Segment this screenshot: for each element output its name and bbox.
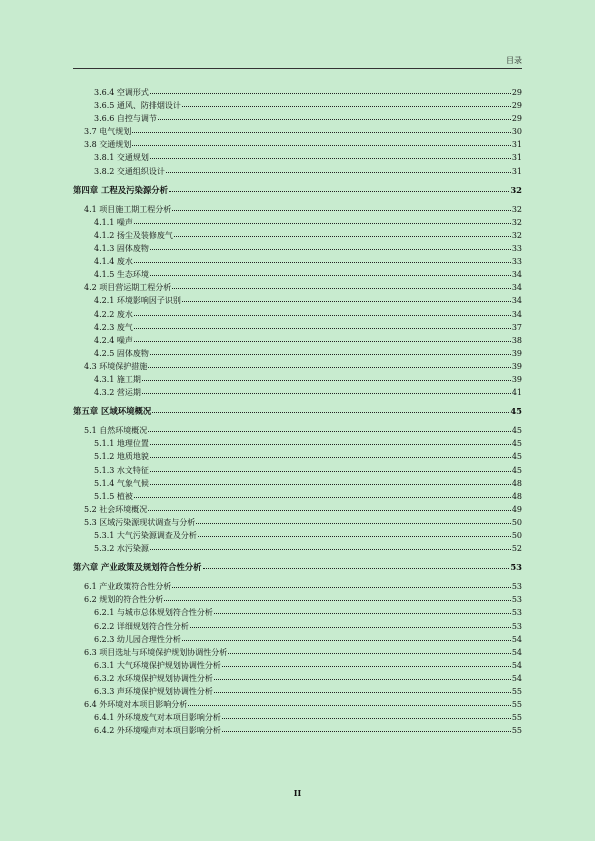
toc-chapter-entry[interactable] (73, 561, 522, 574)
toc-dot-leader (150, 476, 511, 485)
toc-dot-leader (152, 404, 509, 413)
toc-entry-page: 49 (511, 504, 522, 514)
toc-entry-page: 48 (511, 491, 522, 501)
toc-entry-page: 52 (511, 544, 522, 554)
toc-dot-leader (172, 202, 511, 211)
toc-entry-page: 41 (511, 388, 522, 398)
toc-dot-leader (158, 111, 511, 120)
toc-entry-title: 6.1 产业政策符合性分析 (84, 582, 172, 592)
toc-dot-leader (182, 293, 511, 302)
toc-dot-leader (188, 697, 511, 706)
toc-entry-page: 34 (511, 296, 522, 306)
toc-dot-leader (222, 658, 511, 667)
toc-entry-page: 34 (511, 309, 522, 319)
toc-entry-title: 第五章 区域环境概况 (73, 406, 152, 417)
toc-entry-page: 54 (511, 660, 522, 670)
toc-dot-leader (134, 320, 511, 329)
toc-entry-title: 5.1 自然环境概况 (84, 426, 148, 436)
toc-dot-leader (203, 560, 510, 569)
toc-entry-title: 5.2 社会环境概况 (84, 504, 148, 514)
toc-entry-title: 4.1.1 噪声 (94, 217, 133, 227)
toc-dot-leader (214, 605, 511, 614)
toc-dot-leader (132, 124, 511, 133)
page-number: II (293, 788, 302, 798)
toc-dot-leader (148, 502, 511, 511)
toc-entry-title: 4.1.2 扬尘及装修废气 (94, 230, 173, 240)
toc-dot-leader (172, 579, 511, 588)
toc-dot-leader (134, 307, 511, 316)
toc-entry-page: 29 (511, 101, 522, 111)
toc-dot-leader (150, 449, 511, 458)
toc-entry-title: 4.3.1 施工期 (94, 374, 141, 384)
toc-dot-leader (169, 183, 509, 192)
toc-entry-title: 5.1.2 地质地貌 (94, 452, 149, 462)
running-header: 目录 (506, 56, 522, 65)
toc-dot-leader (150, 267, 511, 276)
toc-entry-title: 3.6.6 自控与调节 (94, 114, 157, 124)
toc-dot-leader (134, 215, 511, 224)
toc-entry-title: 6.2.3 幼儿园合理性分析 (94, 634, 181, 644)
toc-dot-leader (222, 723, 511, 732)
toc-dot-leader (190, 619, 511, 628)
toc-entry-page: 55 (511, 713, 522, 723)
toc-entry[interactable] (73, 165, 522, 178)
toc-entry-page: 29 (511, 88, 522, 97)
toc-entry-page: 53 (511, 582, 522, 592)
toc-entry-title: 5.1.3 水文特征 (94, 465, 149, 475)
toc-entry-title: 第六章 产业政策及规划符合性分析 (73, 562, 202, 573)
toc-entry-title: 3.6.5 通风、防排烟设计 (94, 101, 181, 111)
toc-entry-page: 32 (511, 217, 522, 227)
toc-entry-page: 50 (511, 517, 522, 527)
toc-dot-leader (142, 372, 511, 381)
toc-dot-leader (214, 684, 511, 693)
toc-entry-title: 4.3 环境保护措施 (84, 361, 148, 371)
toc-entry-title: 3.7 电气规划 (84, 127, 132, 137)
toc-entry-page: 50 (511, 531, 522, 540)
toc-entry-title: 3.8.1 交通规划 (94, 153, 149, 163)
toc-dot-leader (228, 645, 511, 654)
toc-entry-page: 45 (511, 426, 522, 436)
toc-entry[interactable] (73, 542, 522, 555)
toc-entry-title: 4.2.5 固体废物 (94, 348, 149, 358)
toc-entry-title: 4.1 项目施工期工程分析 (84, 204, 172, 214)
toc-dot-leader (150, 346, 511, 355)
toc-dot-leader (150, 150, 511, 159)
toc-entry-title: 3.8 交通规划 (84, 140, 132, 150)
toc-entry[interactable] (73, 386, 522, 399)
toc-dot-leader (148, 359, 511, 368)
toc-entry-page: 29 (511, 114, 522, 124)
toc-entry-page: 33 (511, 244, 522, 254)
toc-entry-title: 6.4.1 外环境废气对本项目影响分析 (94, 713, 221, 723)
toc-dot-leader (182, 632, 511, 641)
toc-entry-page: 30 (511, 127, 522, 137)
toc-entry-title: 4.3.2 营运期 (94, 388, 141, 398)
toc-dot-leader (148, 423, 511, 432)
toc-entry-page: 39 (511, 348, 522, 358)
table-of-contents (73, 86, 522, 737)
toc-entry-title: 6.3.2 水环境保护规划协调性分析 (94, 673, 213, 683)
toc-entry-page: 48 (511, 478, 522, 488)
toc-entry-title: 5.3 区域污染源现状调查与分析 (84, 517, 196, 527)
toc-entry-title: 4.2 项目营运期工程分析 (84, 283, 172, 293)
toc-entry-title: 5.1.1 地理位置 (94, 439, 149, 449)
toc-entry-title: 6.3.3 声环境保护规划协调性分析 (94, 687, 213, 697)
toc-entry-page: 39 (511, 374, 522, 384)
toc-dot-leader (134, 254, 511, 263)
toc-entry-page: 54 (511, 634, 522, 644)
toc-dot-leader (198, 528, 511, 537)
toc-entry-title: 3.6.4 空调形式 (94, 88, 149, 97)
toc-entry-page: 31 (511, 140, 522, 150)
toc-entry-title: 6.3.1 大气环境保护规划协调性分析 (94, 660, 221, 670)
toc-entry-title: 6.2 规划的符合性分析 (84, 595, 164, 605)
toc-entry-page: 55 (511, 726, 522, 736)
toc-entry-title: 6.4 外环境对本项目影响分析 (84, 700, 188, 710)
toc-entry-title: 5.1.4 气象气候 (94, 478, 149, 488)
toc-entry-title: 5.1.5 植被 (94, 491, 133, 501)
header-divider (73, 68, 522, 69)
toc-dot-leader (150, 241, 511, 250)
toc-entry-page: 38 (511, 335, 522, 345)
toc-entry-page: 53 (511, 621, 522, 631)
toc-entry-title: 4.1.4 废水 (94, 257, 133, 267)
toc-entry-page: 37 (511, 322, 522, 332)
toc-entry-title: 4.2.2 废水 (94, 309, 133, 319)
toc-entry-page: 31 (511, 166, 522, 176)
toc-entry-page: 39 (511, 361, 522, 371)
toc-entry-page: 45 (511, 439, 522, 449)
toc-entry-page: 32 (510, 184, 522, 195)
toc-entry-title: 5.3.2 水污染源 (94, 544, 149, 554)
toc-entry-page: 53 (510, 562, 522, 573)
toc-entry-title: 4.2.1 环境影响因子识别 (94, 296, 181, 306)
toc-entry-page: 55 (511, 700, 522, 710)
toc-entry-title: 4.2.3 废气 (94, 322, 133, 332)
toc-dot-leader (222, 710, 511, 719)
toc-entry-page: 54 (511, 647, 522, 657)
toc-entry-title: 4.1.3 固体废物 (94, 244, 149, 254)
toc-entry-page: 31 (511, 153, 522, 163)
toc-dot-leader (174, 228, 511, 237)
toc-dot-leader (214, 671, 511, 680)
toc-entry-page: 53 (511, 595, 522, 605)
toc-entry[interactable] (73, 724, 522, 737)
toc-entry-title: 3.8.2 交通组织设计 (94, 166, 165, 176)
toc-entry-title: 6.4.2 外环境噪声对本项目影响分析 (94, 726, 221, 736)
toc-entry-page: 32 (511, 204, 522, 214)
toc-dot-leader (134, 489, 511, 498)
toc-entry-page: 55 (511, 687, 522, 697)
toc-entry-page: 45 (511, 465, 522, 475)
toc-dot-leader (164, 592, 511, 601)
toc-dot-leader (150, 541, 511, 550)
toc-entry-page: 32 (511, 230, 522, 240)
toc-dot-leader (196, 515, 511, 524)
toc-entry-title: 第四章 工程及污染源分析 (73, 184, 169, 195)
toc-chapter-entry[interactable] (73, 184, 522, 197)
toc-entry-page: 34 (511, 270, 522, 280)
toc-entry-title: 6.2.2 详细规划符合性分析 (94, 621, 189, 631)
toc-entry-page: 45 (510, 406, 522, 417)
toc-entry-page: 45 (511, 452, 522, 462)
toc-entry-page: 34 (511, 283, 522, 293)
toc-chapter-entry[interactable] (73, 405, 522, 418)
toc-dot-leader (142, 385, 511, 394)
toc-entry-page: 54 (511, 673, 522, 683)
toc-entry-page: 53 (511, 608, 522, 618)
toc-dot-leader (150, 436, 511, 445)
toc-dot-leader (134, 333, 511, 342)
toc-dot-leader (172, 280, 511, 289)
toc-entry-title: 4.1.5 生态环境 (94, 270, 149, 280)
toc-dot-leader (150, 85, 511, 94)
toc-entry-title: 6.2.1 与城市总体规划符合性分析 (94, 608, 213, 618)
toc-entry-title: 4.2.4 噪声 (94, 335, 133, 345)
toc-dot-leader (182, 98, 511, 107)
toc-dot-leader (150, 463, 511, 472)
toc-dot-leader (166, 164, 511, 173)
toc-entry-title: 6.3 项目选址与环境保护规划协调性分析 (84, 647, 228, 657)
toc-dot-leader (132, 137, 511, 146)
toc-entry-page: 33 (511, 257, 522, 267)
toc-entry-title: 5.3.1 大气污染源调查及分析 (94, 531, 197, 540)
